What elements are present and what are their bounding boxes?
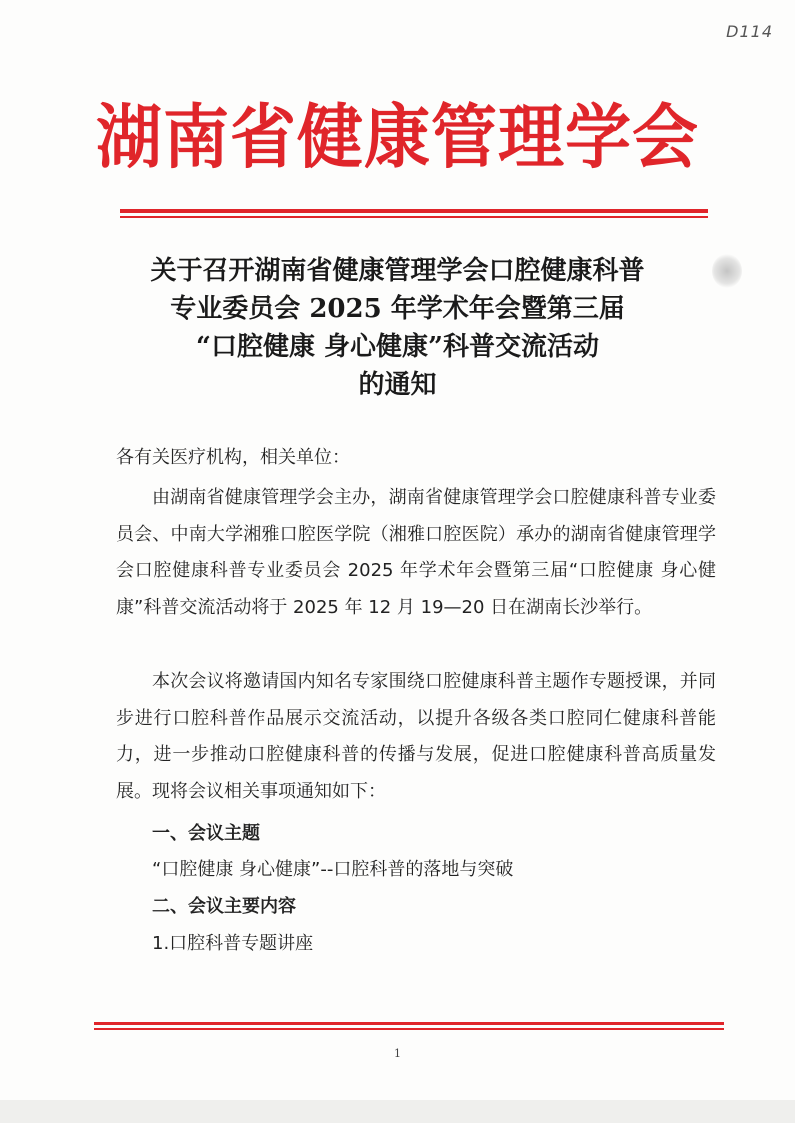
title-line: 的通知 <box>358 370 437 400</box>
title-line: 专业委员会 2025 年学术年会暨第三届 <box>170 294 625 324</box>
header-rule-thin <box>120 216 708 218</box>
footer-rule-thick <box>94 1022 724 1025</box>
section-heading-theme: 一、会议主题 <box>152 823 260 844</box>
paragraph-purpose: 本次会议将邀请国内知名专家围绕口腔健康科普主题作专题授课，并同步进行口腔科普作品展示交流活动，以提升各级各类口腔同仁健康科普能力，进一步推动口腔健康科普的传播与发展，促进口腔健康科普高质量发展。现将会议相关事项通知如下： <box>116 671 716 802</box>
title-line: 关于召开湖南省健康管理学会口腔健康科普 <box>150 256 645 286</box>
header-rule-thick <box>120 209 708 213</box>
page-id-mark: D114 <box>726 22 773 41</box>
footer-rule-thin <box>94 1028 724 1030</box>
section-heading-content: 二、会议主要内容 <box>152 896 296 917</box>
page-number: 1 <box>394 1047 401 1060</box>
title-line: “口腔健康 身心健康”科普交流活动 <box>196 332 599 362</box>
notice-title <box>0 252 795 404</box>
paragraph-organizers: 由湖南省健康管理学会主办，湖南省健康管理学会口腔健康科普专业委员会、中南大学湘雅口腔医学院（湘雅口腔医院）承办的湖南省健康管理学会口腔健康科普专业委员会 2025 年学术年会暨第三届“口腔健康 身心健康”科普交流活动将于 2025 年 12 月 19—20 日在湖南长沙举行。 <box>116 487 716 618</box>
meeting-theme: “口腔健康 身心健康”--口腔科普的落地与突破 <box>152 859 514 880</box>
content-item-1: 1.口腔科普专题讲座 <box>152 933 314 954</box>
scan-bottom-edge <box>0 1100 795 1123</box>
org-letterhead: 湖南省健康管理学会 <box>96 96 699 178</box>
salutation: 各有关医疗机构，相关单位： <box>116 447 350 468</box>
